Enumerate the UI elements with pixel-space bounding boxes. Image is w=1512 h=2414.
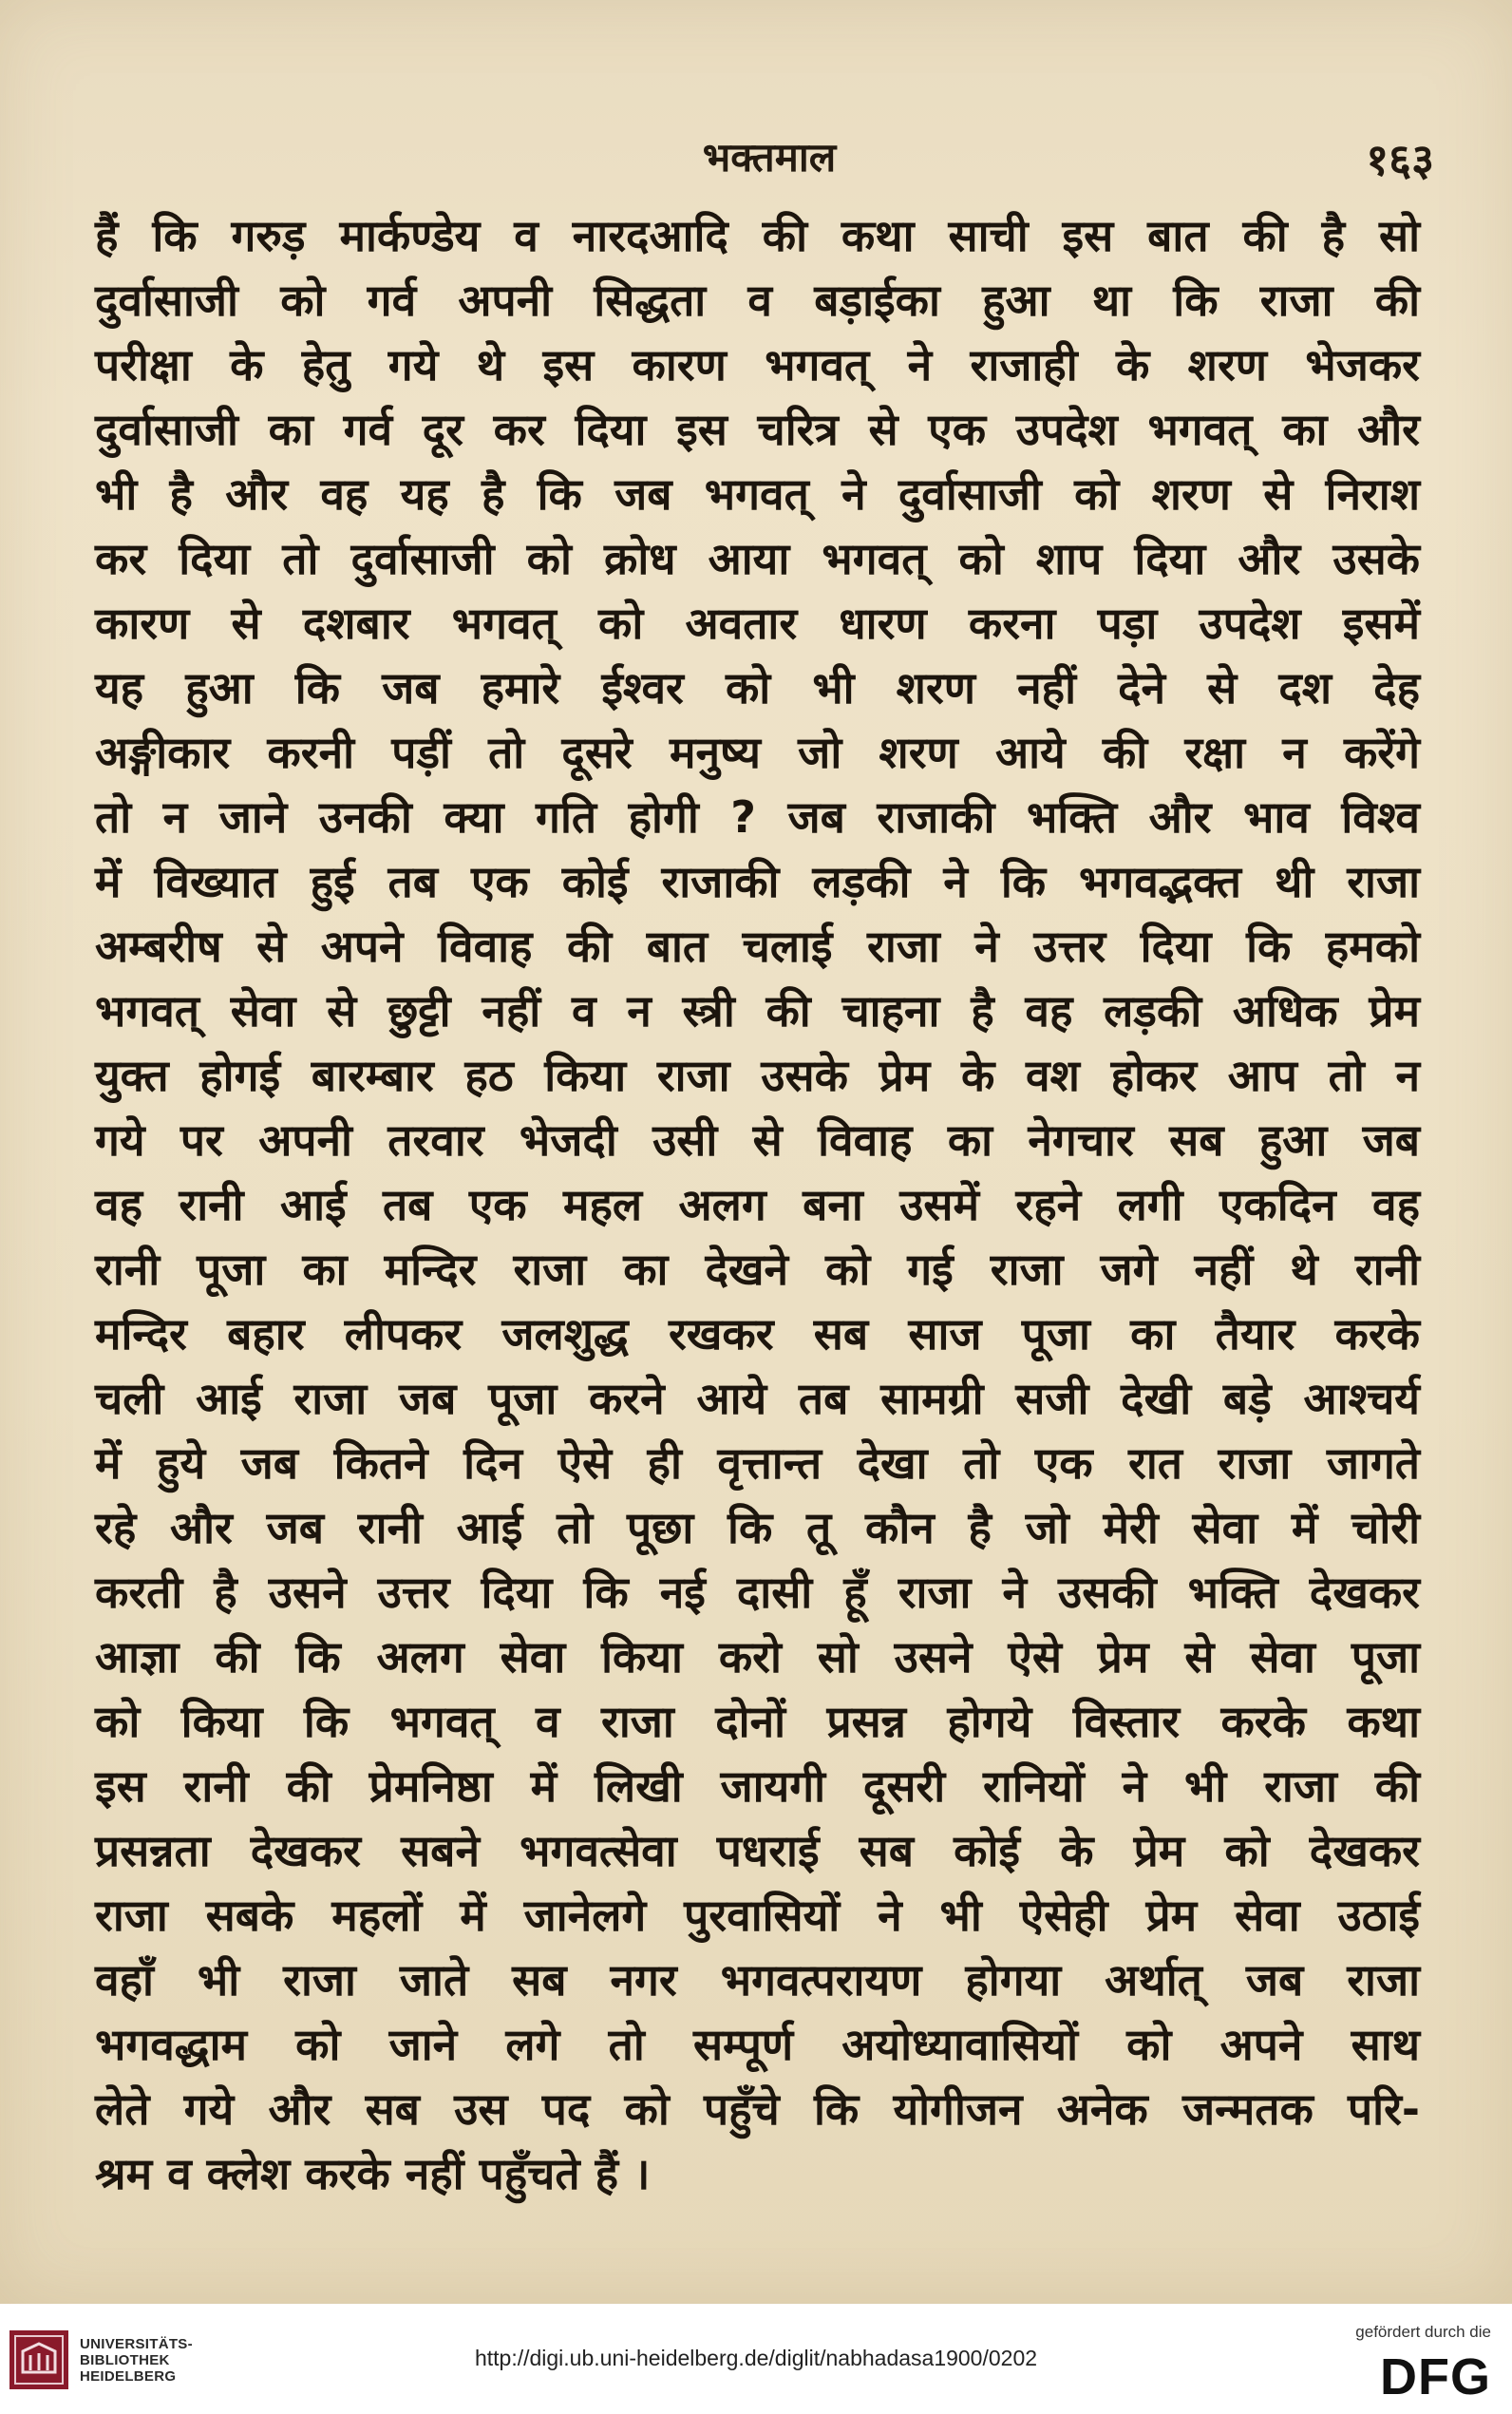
- text-line: राजा सबके महलों में जानेलगे पुरवासियों ने भी ऐसेही प्रेम सेवा उठाई: [95, 1890, 1420, 1941]
- text-line: वह रानी आई तब एक महल अलग बना उसमें रहने लगी एकदिन वह: [95, 1179, 1420, 1230]
- text-line: अङ्गीकार करनी पड़ीं तो दूसरे मनुष्य जो शरण आये की रक्षा न करेंगे: [95, 727, 1420, 778]
- text-line: प्रसन्नता देखकर सबने भगवत्सेवा पधराई सब कोई के प्रेम को देखकर: [95, 1825, 1420, 1876]
- text-line: वहाँ भी राजा जाते सब नगर भगवत्परायण होगया अर्थात् जब राजा: [95, 1954, 1420, 2005]
- text-line: गये पर अपनी तरवार भेजदी उसी से विवाह का नेगचार सब हुआ जब: [95, 1114, 1420, 1166]
- running-head: [104, 122, 1434, 188]
- text-line: भगवत् सेवा से छुट्टी नहीं व न स्त्री की चाहना है वह लड़की अधिक प्रेम: [95, 985, 1420, 1036]
- library-name-line: BIBLIOTHEK: [80, 2352, 170, 2368]
- text-line: कारण से दशबार भगवत् को अवतार धारण करना पड़ा उपदेश इसमें: [95, 598, 1420, 649]
- library-name-line: UNIVERSITÄTS-: [80, 2336, 193, 2352]
- footer-bar: [0, 2304, 1512, 2414]
- funding-label: gefördert durch die: [1355, 2323, 1491, 2341]
- text-line: करती है उसने उत्तर दिया कि नई दासी हूँ राजा ने उसकी भक्ति देखकर: [95, 1567, 1420, 1618]
- text-line: हैं कि गरुड़ मार्कण्डेय व नारदआदि की कथा साची इस बात की है सो: [95, 210, 1420, 261]
- dfg-logo: DFG: [1380, 2348, 1491, 2405]
- text-line: भी है और वह यह है कि जब भगवत् ने दुर्वासाजी को शरण से निराश: [95, 468, 1420, 520]
- text-line: दुर्वासाजी को गर्व अपनी सिद्धता व बड़ाईका हुआ था कि राजा की: [95, 275, 1420, 326]
- text-line: मन्दिर बहार लीपकर जलशुद्ध रखकर सब साज पूजा का तैयार करके: [95, 1308, 1420, 1359]
- text-line: को किया कि भगवत् व राजा दोनों प्रसन्न होगये विस्तार करके कथा: [95, 1696, 1420, 1747]
- body-text: [95, 203, 1420, 2206]
- text-line: अम्बरीष से अपने विवाह की बात चलाई राजा ने उत्तर दिया कि हमको: [95, 921, 1420, 972]
- text-line: श्रम व क्लेश करके नहीं पहुँचते हैं ।: [95, 2148, 651, 2199]
- text-line: तो न जाने उनकी क्या गति होगी ? जब राजाकी भक्ति और भाव विश्व: [95, 791, 1420, 843]
- text-line: कर दिया तो दुर्वासाजी को क्रोध आया भगवत् को शाप दिया और उसके: [95, 533, 1420, 584]
- text-line: भगवद्धाम को जाने लगे तो सम्पूर्ण अयोध्यावासियों को अपने साथ: [95, 2019, 1420, 2070]
- text-line: रानी पूजा का मन्दिर राजा का देखने को गई राजा जगे नहीं थे रानी: [95, 1244, 1420, 1295]
- text-line: यह हुआ कि जब हमारे ईश्वर को भी शरण नहीं देने से दश देह: [95, 662, 1420, 713]
- text-line: युक्त होगई बारम्बार हठ किया राजा उसके प्रेम के वश होकर आप तो न: [95, 1050, 1420, 1101]
- text-line: में हुये जब कितने दिन ऐसे ही वृत्तान्त देखा तो एक रात राजा जागते: [95, 1437, 1420, 1489]
- page-title: भक्तमाल: [702, 134, 837, 181]
- text-line: दुर्वासाजी का गर्व दूर कर दिया इस चरित्र से एक उपदेश भगवत् का और: [95, 404, 1420, 455]
- page-number: १६३: [1366, 134, 1434, 185]
- source-url-link[interactable]: http://digi.ub.uni-heidelberg.de/diglit/nabhadasa1900/0202: [474, 2346, 1038, 2370]
- text-line: में विख्यात हुई तब एक कोई राजाकी लड़की ने कि भगवद्भक्त थी राजा: [95, 856, 1420, 907]
- library-name-line: HEIDELBERG: [80, 2368, 177, 2385]
- text-line: इस रानी की प्रेमनिष्ठा में लिखी जायगी दूसरी रानियों ने भी राजा की: [95, 1760, 1420, 1812]
- text-line: चली आई राजा जब पूजा करने आये तब सामग्री सजी देखी बड़े आश्चर्य: [95, 1373, 1420, 1424]
- text-line: रहे और जब रानी आई तो पूछा कि तू कौन है जो मेरी सेवा में चोरी: [95, 1502, 1420, 1553]
- text-line: लेते गये और सब उस पद को पहुँचे कि योगीजन अनेक जन्मतक परि-: [95, 2083, 1420, 2135]
- text-line: परीक्षा के हेतु गये थे इस कारण भगवत् ने राजाही के शरण भेजकर: [95, 339, 1420, 390]
- text-line: आज्ञा की कि अलग सेवा किया करो सो उसने ऐसे प्रेम से सेवा पूजा: [95, 1631, 1420, 1682]
